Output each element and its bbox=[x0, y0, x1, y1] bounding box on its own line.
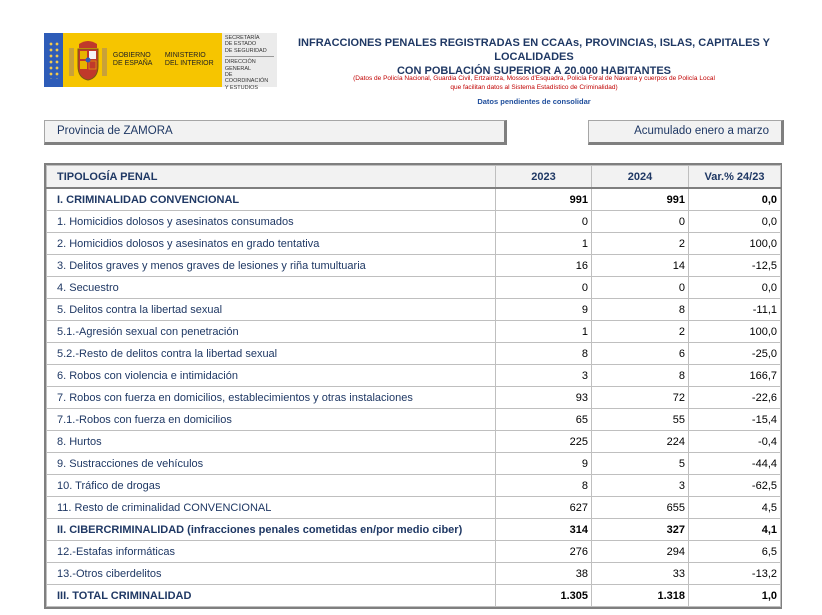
value-variation: -62,5 bbox=[689, 475, 781, 497]
source-note bbox=[284, 75, 784, 92]
value-variation: -22,6 bbox=[689, 387, 781, 409]
row-label: 8. Hurtos bbox=[47, 431, 496, 453]
value-2024: 33 bbox=[592, 563, 689, 585]
note-line-2: que facilitan datos al Sistema Estadístico de Criminalidad) bbox=[450, 83, 618, 91]
value-variation: 0,0 bbox=[689, 188, 781, 211]
value-2024: 991 bbox=[592, 188, 689, 211]
value-2023: 1 bbox=[496, 321, 592, 343]
value-2024: 2 bbox=[592, 321, 689, 343]
table-row bbox=[47, 431, 781, 453]
value-2024: 72 bbox=[592, 387, 689, 409]
table-row bbox=[47, 563, 781, 585]
coat-of-arms-icon bbox=[67, 38, 109, 82]
ministry-line-2: DEL INTERIOR bbox=[164, 60, 214, 67]
table-row bbox=[47, 453, 781, 475]
value-2024: 8 bbox=[592, 365, 689, 387]
table-row bbox=[47, 299, 781, 321]
value-2024: 3 bbox=[592, 475, 689, 497]
value-2024: 6 bbox=[592, 343, 689, 365]
government-logo bbox=[44, 33, 277, 91]
row-label: 5.2.-Resto de delitos contra la libertad sexual bbox=[47, 343, 496, 365]
value-2023: 65 bbox=[496, 409, 592, 431]
value-2024: 224 bbox=[592, 431, 689, 453]
value-variation: 100,0 bbox=[689, 321, 781, 343]
gobierno-banner bbox=[63, 33, 222, 87]
row-label: I. CRIMINALIDAD CONVENCIONAL bbox=[47, 188, 496, 211]
header-2023: 2023 bbox=[496, 166, 592, 189]
sec-line-2: DE ESTADO bbox=[224, 41, 257, 48]
row-label: II. CIBERCRIMINALIDAD (infracciones penales cometidas en/por medio ciber) bbox=[47, 519, 496, 541]
province-label: Provincia de ZAMORA bbox=[44, 120, 507, 145]
value-variation: -12,5 bbox=[689, 255, 781, 277]
table-row bbox=[47, 585, 781, 607]
row-label: 4. Secuestro bbox=[47, 277, 496, 299]
value-variation: 4,5 bbox=[689, 497, 781, 519]
gobierno-label bbox=[113, 52, 165, 68]
table-row bbox=[47, 277, 781, 299]
value-2023: 1.305 bbox=[496, 585, 592, 607]
value-variation: -11,1 bbox=[689, 299, 781, 321]
value-2023: 8 bbox=[496, 475, 592, 497]
row-label: 12.-Estafas informáticas bbox=[47, 541, 496, 563]
table-row bbox=[47, 387, 781, 409]
row-label: 6. Robos con violencia e intimidación bbox=[47, 365, 496, 387]
value-2024: 2 bbox=[592, 233, 689, 255]
value-2024: 14 bbox=[592, 255, 689, 277]
value-variation: 6,5 bbox=[689, 541, 781, 563]
row-label: 5. Delitos contra la libertad sexual bbox=[47, 299, 496, 321]
crime-table bbox=[44, 163, 782, 609]
sec-line-1: SECRETARÍA bbox=[224, 35, 260, 41]
row-label: III. TOTAL CRIMINALIDAD bbox=[47, 585, 496, 607]
value-variation: -44,4 bbox=[689, 453, 781, 475]
value-2024: 0 bbox=[592, 211, 689, 233]
row-label: 1. Homicidios dolosos y asesinatos consumados bbox=[47, 211, 496, 233]
secretaria-box bbox=[222, 33, 277, 91]
value-variation: -15,4 bbox=[689, 409, 781, 431]
row-label: 13.-Otros ciberdelitos bbox=[47, 563, 496, 585]
value-2023: 225 bbox=[496, 431, 592, 453]
title-line-2: CON POBLACIÓN SUPERIOR A 20.000 HABITANTES bbox=[396, 65, 672, 77]
value-2024: 5 bbox=[592, 453, 689, 475]
note-line-1: (Datos de Policía Nacional, Guardia Civil, Ertzaintza, Mossos d'Esquadra, Policía Foral de Navarra y cuerpos de Policía Local bbox=[353, 75, 715, 82]
value-variation: -0,4 bbox=[689, 431, 781, 453]
table-row bbox=[47, 233, 781, 255]
dir-line-1: DIRECCIÓN GENERAL bbox=[224, 59, 256, 72]
value-2023: 3 bbox=[496, 365, 592, 387]
table-row bbox=[47, 497, 781, 519]
value-2023: 0 bbox=[496, 211, 592, 233]
period-label: Acumulado enero a marzo bbox=[588, 120, 784, 145]
table-row bbox=[47, 188, 781, 211]
divider bbox=[225, 56, 274, 57]
table-row bbox=[47, 541, 781, 563]
value-2023: 8 bbox=[496, 343, 592, 365]
row-label: 7.1.-Robos con fuerza en domicilios bbox=[47, 409, 496, 431]
report-title bbox=[284, 36, 784, 78]
value-2024: 294 bbox=[592, 541, 689, 563]
table-row bbox=[47, 321, 781, 343]
value-2023: 38 bbox=[496, 563, 592, 585]
value-variation: 1,0 bbox=[689, 585, 781, 607]
header-tipologia: TIPOLOGÍA PENAL bbox=[47, 166, 496, 189]
row-label: 2. Homicidios dolosos y asesinatos en grado tentativa bbox=[47, 233, 496, 255]
value-variation: 100,0 bbox=[689, 233, 781, 255]
value-2023: 16 bbox=[496, 255, 592, 277]
value-variation: 4,1 bbox=[689, 519, 781, 541]
value-variation: 0,0 bbox=[689, 277, 781, 299]
row-label: 10. Tráfico de drogas bbox=[47, 475, 496, 497]
value-2024: 55 bbox=[592, 409, 689, 431]
value-2023: 0 bbox=[496, 277, 592, 299]
row-label: 9. Sustracciones de vehículos bbox=[47, 453, 496, 475]
value-2024: 655 bbox=[592, 497, 689, 519]
value-2023: 1 bbox=[496, 233, 592, 255]
dir-line-2: DE COORDINACIÓN bbox=[224, 72, 269, 85]
ministerio-label bbox=[165, 52, 221, 68]
sec-line-3: DE SEGURIDAD bbox=[224, 47, 267, 54]
table-row bbox=[47, 255, 781, 277]
table-row bbox=[47, 409, 781, 431]
header-variation: Var.% 24/23 bbox=[689, 166, 781, 189]
dir-line-3: Y ESTUDIOS bbox=[224, 84, 259, 91]
value-2024: 1.318 bbox=[592, 585, 689, 607]
value-variation: 166,7 bbox=[689, 365, 781, 387]
header-2024: 2024 bbox=[592, 166, 689, 189]
row-label: 5.1.-Agresión sexual con penetración bbox=[47, 321, 496, 343]
value-variation: -25,0 bbox=[689, 343, 781, 365]
eu-flag-icon bbox=[44, 33, 63, 87]
table-row bbox=[47, 365, 781, 387]
value-2023: 9 bbox=[496, 299, 592, 321]
value-2023: 276 bbox=[496, 541, 592, 563]
row-label: 7. Robos con fuerza en domicilios, establecimientos y otras instalaciones bbox=[47, 387, 496, 409]
value-variation: -13,2 bbox=[689, 563, 781, 585]
value-2023: 627 bbox=[496, 497, 592, 519]
value-2023: 991 bbox=[496, 188, 592, 211]
value-2023: 9 bbox=[496, 453, 592, 475]
gov-line-1: GOBIERNO bbox=[112, 52, 151, 59]
value-2023: 314 bbox=[496, 519, 592, 541]
value-variation: 0,0 bbox=[689, 211, 781, 233]
value-2024: 0 bbox=[592, 277, 689, 299]
title-line-1: INFRACCIONES PENALES REGISTRADAS EN CCAAs, PROVINCIAS, ISLAS, CAPITALES Y LOCALIDADES bbox=[297, 37, 771, 63]
table-row bbox=[47, 519, 781, 541]
value-2024: 327 bbox=[592, 519, 689, 541]
pending-note: Datos pendientes de consolidar bbox=[477, 97, 591, 106]
ministry-line-1: MINISTERIO bbox=[164, 52, 206, 59]
table-row bbox=[47, 475, 781, 497]
row-label: 11. Resto de criminalidad CONVENCIONAL bbox=[47, 497, 496, 519]
gov-line-2: DE ESPAÑA bbox=[112, 60, 153, 67]
value-2023: 93 bbox=[496, 387, 592, 409]
table-row bbox=[47, 211, 781, 233]
row-label: 3. Delitos graves y menos graves de lesiones y riña tumultuaria bbox=[47, 255, 496, 277]
table-header-row bbox=[47, 166, 781, 189]
table-row bbox=[47, 343, 781, 365]
value-2024: 8 bbox=[592, 299, 689, 321]
